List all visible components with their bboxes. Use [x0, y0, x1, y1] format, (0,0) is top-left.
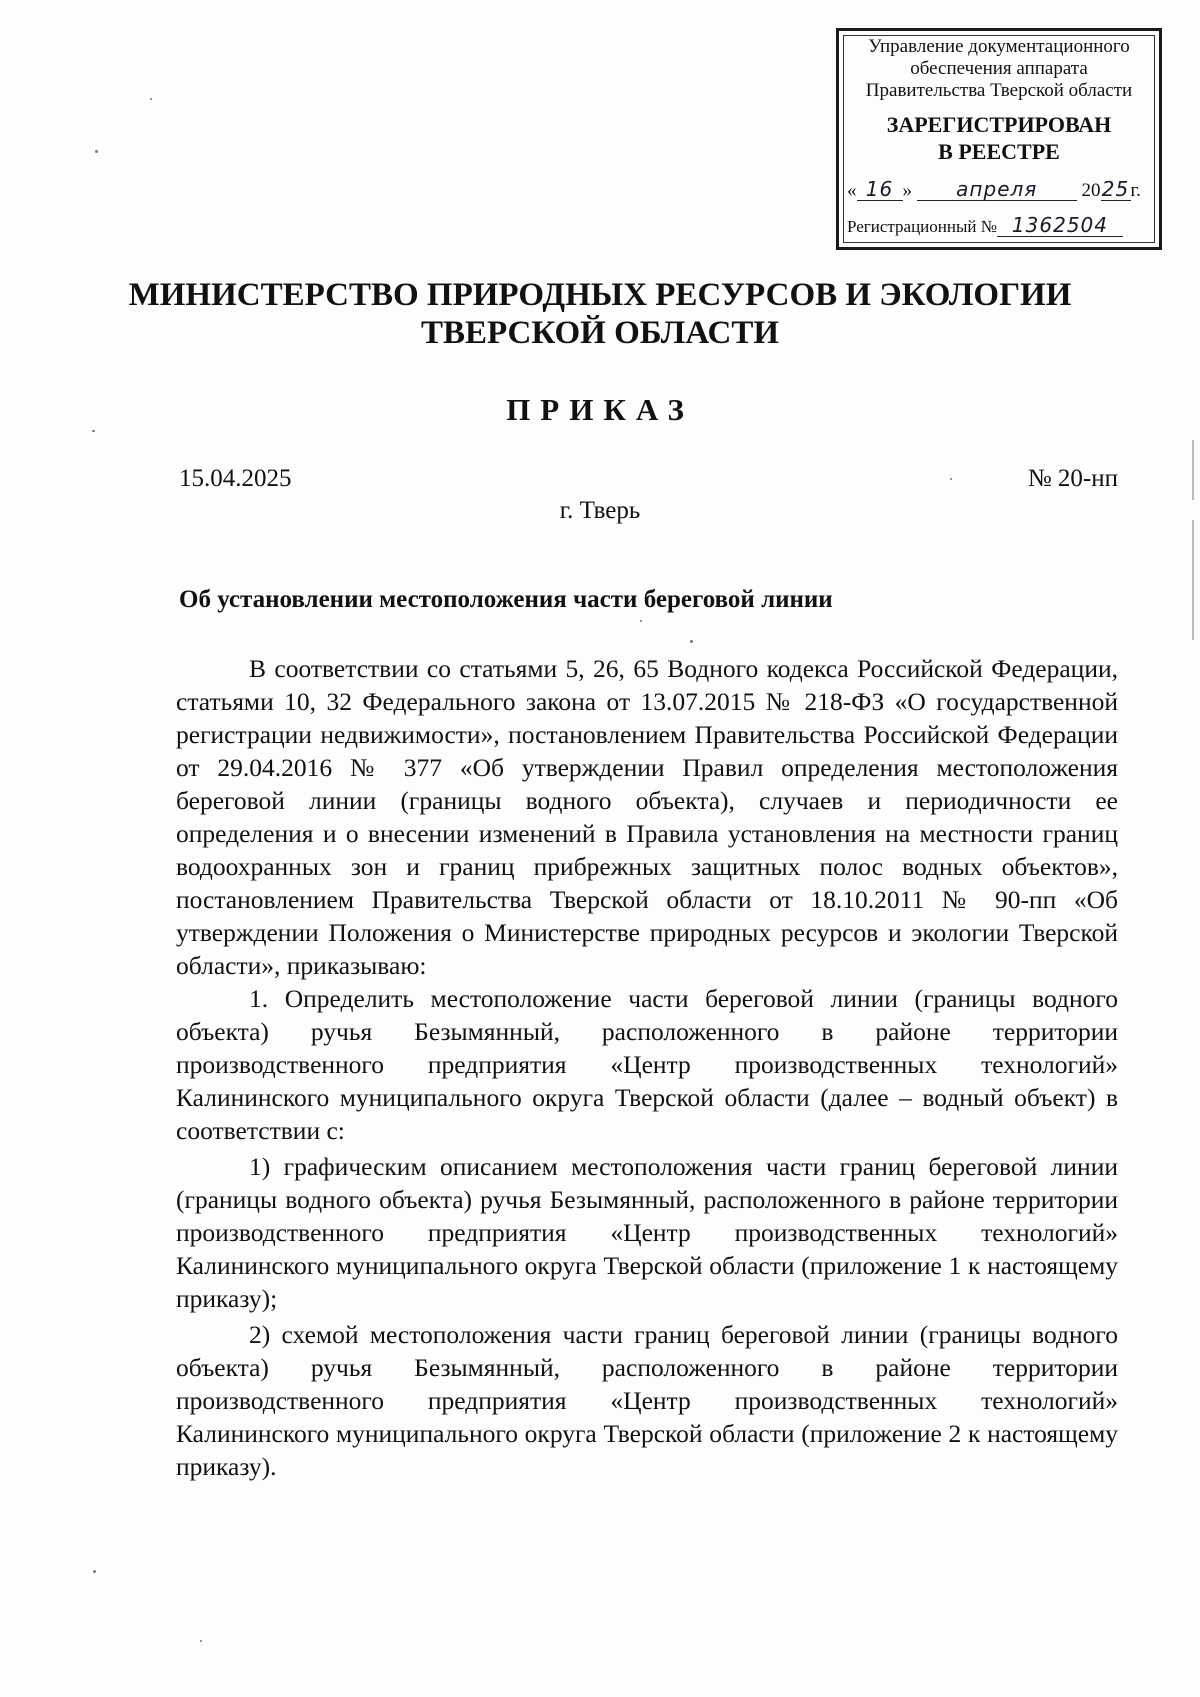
scan-edge-mark [1192, 520, 1194, 640]
stamp-registered-title [847, 110, 1151, 164]
scan-speck [95, 150, 98, 153]
scan-speck [200, 1640, 202, 1642]
stamp-quote-close: » [902, 180, 912, 201]
stamp-year-prefix: 20 [1081, 180, 1101, 201]
scan-speck [150, 98, 152, 100]
document-date: 15.04.2025 [179, 465, 292, 492]
stamp-office-line-1: Управление документационного [868, 36, 1130, 57]
body-preamble: В соответствии со статьями 5, 26, 65 Водного кодекса Российской Федерации, статьями 10, 32 Федерального закона от 13.07.2015 № 218-ФЗ «О государственной регистрации недвижимости», постановлением Правительства Российской Федерации от 29.04.2016 № 377 «Об утверждении Правил определения местоположения береговой линии (границы водного объекта), случаев и периодичности ее определения и о внесении изменений в Правила установления на местности границ водоохранных зон и границ прибрежных защитных полос водных объектов», постановлением Правительства Тверской области от 18.10.2011 № 90-пп «Об утверждении Положения о Министерстве природных ресурсов и экологии Тверской области», приказываю: [176, 654, 1118, 980]
document-number: № 20-нп [1027, 465, 1118, 492]
stamp-day: 16 [857, 178, 903, 201]
scan-speck [690, 640, 693, 643]
document-subject: Об установлении местоположения части береговой линии [179, 586, 833, 613]
scan-speck [92, 430, 95, 432]
ministry-name-line-1: МИНИСТЕРСТВО ПРИРОДНЫХ РЕСУРСОВ И ЭКОЛОГИИ [128, 277, 1072, 313]
document-city: г. Тверь [559, 497, 641, 524]
stamp-quote-open: « [847, 180, 857, 201]
scan-speck [950, 478, 952, 480]
body-item-1: 1. Определить местоположение части береговой линии (границы водного объекта) ручья Безымянный, расположенного в районе территории производственного предприятия «Центр производственных технологий» Калининского муниципального округа Тверской области (далее – водный объект) в соответствии с: [176, 984, 1118, 1145]
stamp-registered-line-2: В РЕЕСТРЕ [938, 139, 1060, 164]
document-body [176, 652, 1118, 1483]
stamp-registered-line-1: ЗАРЕГИСТРИРОВАН [886, 112, 1112, 137]
stamp-office-line-3: Правительства Тверской области [865, 80, 1133, 101]
registration-stamp [836, 28, 1162, 250]
stamp-reg-number-label: Регистрационный № [847, 217, 997, 236]
scan-edge-mark [1192, 440, 1194, 500]
body-item-1-2: 2) схемой местоположения части границ береговой линии (границы водного объекта) ручья Безымянный, расположенного в районе территории производственного предприятия «Центр производственных технологий» Калининского муниципального округа Тверской области (приложение 2 к настоящему приказу). [176, 1320, 1118, 1481]
body-item-1-1: 1) графическим описанием местоположения части границ береговой линии (границы водного объекта) ручья Безымянный, расположенного в районе территории производственного предприятия «Центр производственных технологий» Калининского муниципального округа Тверской области (приложение 1 к настоящему приказу); [176, 1152, 1118, 1313]
stamp-month: апреля [917, 178, 1077, 201]
stamp-office-line-2: обеспечения аппарата [910, 58, 1088, 79]
ministry-name [100, 276, 1100, 352]
scan-speck [640, 620, 642, 622]
stamp-reg-number: 1362504 [997, 214, 1123, 237]
stamp-year-suffix: 25 [1101, 177, 1130, 201]
stamp-reg-number-line [847, 214, 1151, 238]
ministry-name-line-2: ТВЕРСКОЙ ОБЛАСТИ [420, 315, 780, 351]
stamp-year-unit: г. [1130, 180, 1141, 201]
scan-speck [93, 1570, 96, 1573]
document-type-title: ПРИКАЗ [506, 392, 694, 427]
stamp-date-line [847, 178, 1151, 204]
